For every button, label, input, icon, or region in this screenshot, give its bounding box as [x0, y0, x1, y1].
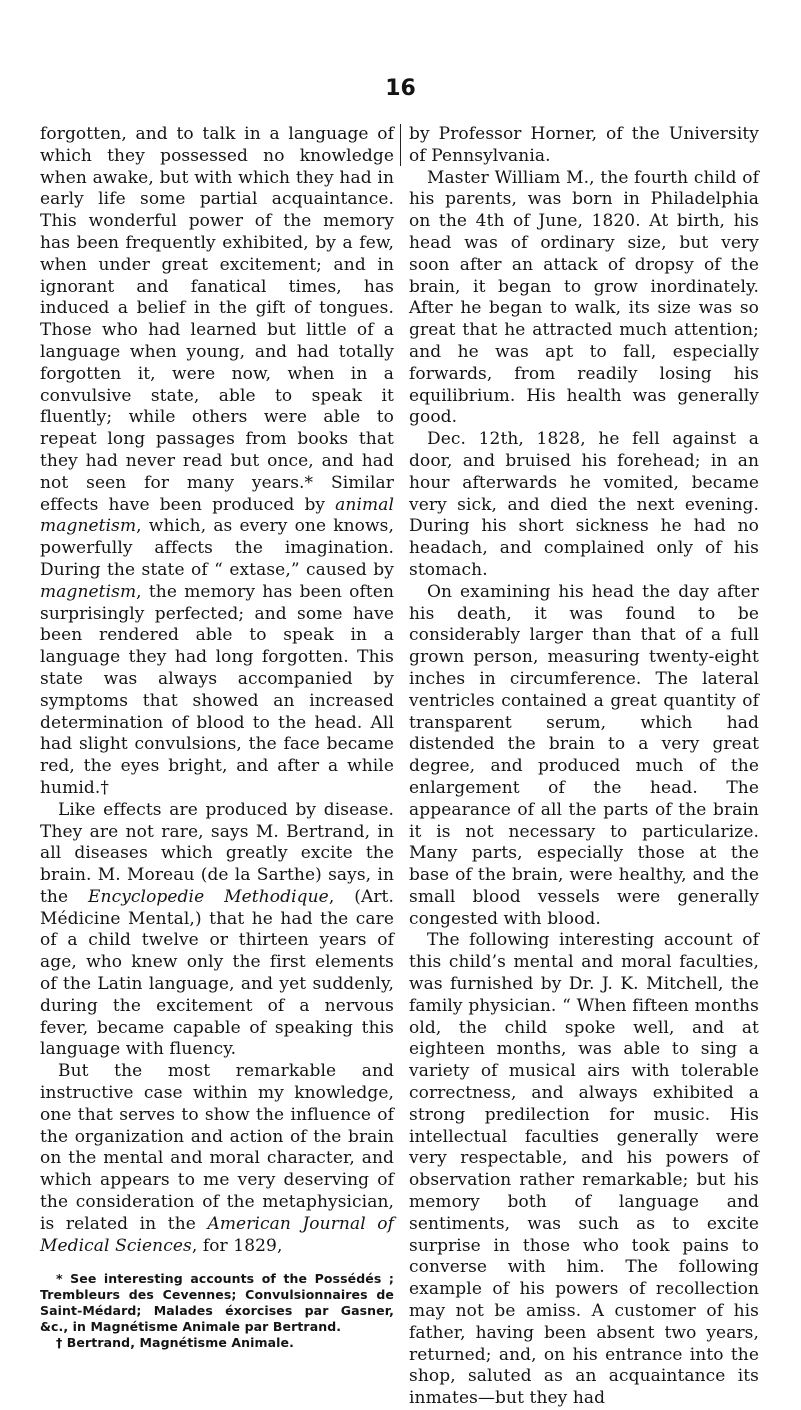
paragraph-william: Master William M., the fourth child of his parents, was born in Philadelphia on the 4th of June, 1820. At birth, his head was of ordinary size, but very soon after an attack of dropsy of the brain, it began to grow inordinately. After he began to walk, its size was so great that he attracted much attention; and he was apt to fall, especially forwards, from readily losing his equilibrium. His health was generally good. [409, 167, 759, 428]
footnote: * See interesting accounts of the Possédés ; Trembleurs des Cevennes; Convulsionnaires de Saint-Médard; Malades éxorcises par Gasner, &c., in Magnétisme Animale par Bertrand. [40, 1271, 394, 1335]
column-divider [400, 124, 401, 166]
left-column [40, 124, 394, 1351]
footnote: † Bertrand, Magnétisme Animale. [56, 1335, 294, 1351]
paragraph-horner: by Professor Horner, of the University of Pennsylvania. [409, 124, 759, 166]
paragraph-mitchell: The following interesting account of this child’s mental and moral faculties, was furnished by Dr. J. K. Mitchell, the family physician. “ When fifteen months old, the child spoke well, and at eighteen months, was able to sing a variety of musical airs with tolerable correctness, and always exhibited a strong predilection for music. His intellectual faculties generally were very respectable, and his powers of observation rather remarkable; but his memory both of language and sentiments, was such as to excite surprise in those who took pains to converse with him. The following example of his powers of recollection may not be amiss. A customer of his father, having been absent two years, returned; and, on his entrance into the shop, saluted as an acquaintance its inmates—but they had [409, 930, 759, 1409]
paragraph-remarkable-case: But the most remarkable and instructive case within my knowledge, one that serves to show the influence of the organization and action of the brain on the mental and moral character, and which appears to me very deserving of the consideration of the metaphysician, is related in the American Journal of Medical Sciences, for 1829, [40, 1061, 394, 1256]
emphasis: American Journal of Medical Sciences [40, 1213, 394, 1256]
paragraph-disease: Like effects are produced by disease. They are not rare, says M. Bertrand, in all diseases which greatly excite the brain. M. Moreau (de la Sarthe) says, in the Encyclopedie Methodique, (Art. Médicine Mental,) that he had the care of a child twelve or thirteen years of age, who knew only the first elements of the Latin language, and yet suddenly, during the excitement of a nervous fever, became capable of speaking this language with fluency. [40, 799, 394, 1060]
emphasis: animal magnetism [40, 494, 394, 537]
paragraph-examination: On examining his head the day after his death, it was found to be considerably larger than that of a full grown person, measuring twenty-eight inches in circumference. The lateral ventricles contained a great quantity of transparent serum, which had distended the brain to a very great degree, and produced much of the enlargement of the head. The appearance of all the parts of the brain it is not necessary to particularize. Many parts, especially those at the base of the brain, were healthy, and the small blood vessels were generally congested with blood. [409, 581, 759, 929]
paragraph-memory: forgotten, and to talk in a language of which they possessed no knowledge when awake, but with which they had in early life some partial acquaintance. This wonderful power of the memory has been frequently exhibited, by a few, when under great excitement; and in ignorant and fanatical times, has induced a belief in the gift of tongues. Those who had learned but little of a language when young, and had totally forgotten it, were now, when in a convulsive state, able to speak it fluently; while others were able to repeat long passages from books that they had never read but once, and had not seen for many years.* Similar effects have been produced by animal magnetism, which, as every one knows, powerfully affects the imagination. During the state of “ extase,” caused by magnetism, the memory has been often surprisingly perfected; and some have been rendered able to speak in a language they had long forgotten. This state was always accompanied by symptoms that showed an increased determination of blood to the head. All had slight convulsions, the face became red, the eyes bright, and after a while humid.† [40, 124, 394, 798]
emphasis: magnetism [40, 581, 137, 602]
emphasis: Encyclopedie Methodique [88, 886, 329, 907]
page-number: 16 [385, 76, 416, 101]
paragraph-death: Dec. 12th, 1828, he fell against a door, and bruised his forehead; in an hour afterwards he vomited, became very sick, and died the next evening. During his short sickness he had no headach, and complained only of his stomach. [409, 429, 759, 580]
footnotes [40, 1271, 394, 1351]
right-column [409, 124, 759, 1410]
